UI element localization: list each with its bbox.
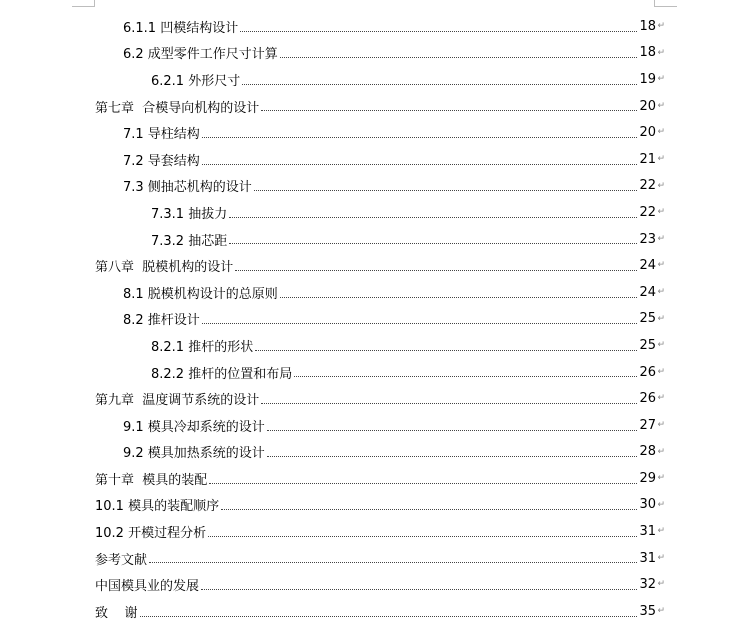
toc-dot-leader [208, 527, 637, 537]
toc-page-number: 23 [639, 231, 656, 247]
paragraph-mark-icon: ↵ [657, 499, 665, 510]
page-corner-mark-right [654, 0, 677, 7]
toc-entry[interactable] [0, 226, 729, 253]
paragraph-mark-icon: ↵ [657, 526, 665, 537]
toc-page-number: 24 [639, 258, 656, 274]
toc-dot-leader [280, 288, 637, 298]
toc-entry-title: 9.2 模具加热系统的设计 [123, 446, 265, 462]
toc-entry-title: 10.2 开模过程分析 [95, 526, 207, 542]
toc-dot-leader [202, 128, 637, 138]
toc-dot-leader [140, 607, 637, 617]
toc-dot-leader [202, 314, 637, 324]
toc-entry[interactable] [0, 279, 729, 306]
paragraph-mark-icon: ↵ [657, 260, 665, 271]
page-corner-mark-left [72, 0, 95, 7]
toc-entry-title: 第九章 温度调节系统的设计 [95, 393, 260, 409]
toc-page-number: 26 [639, 364, 656, 380]
toc-entry[interactable] [0, 359, 729, 386]
toc-entry[interactable] [0, 93, 729, 120]
toc-page-number: 18 [639, 18, 656, 34]
toc-page-number: 35 [639, 603, 656, 619]
paragraph-mark-icon: ↵ [657, 180, 665, 191]
toc-page-number: 30 [639, 497, 656, 513]
paragraph-mark-icon: ↵ [657, 153, 665, 164]
toc-page-number: 18 [639, 45, 656, 61]
toc-dot-leader [240, 22, 637, 32]
toc-entry-title: 6.2 成型零件工作尺寸计算 [123, 47, 278, 63]
paragraph-mark-icon: ↵ [657, 21, 665, 31]
toc-dot-leader [294, 367, 637, 377]
toc-page-number: 31 [639, 550, 656, 566]
toc-dot-leader [267, 421, 637, 431]
toc-entry-title: 7.3.1 抽拔力 [151, 206, 228, 222]
toc-dot-leader [242, 75, 637, 85]
toc-page-number: 24 [639, 284, 656, 300]
toc-page-number: 28 [639, 444, 656, 460]
paragraph-mark-icon: ↵ [657, 606, 665, 617]
toc-page-number: 32 [639, 577, 656, 593]
toc-page-number: 27 [639, 417, 656, 433]
toc-page-number: 21 [639, 151, 656, 167]
toc-entry[interactable] [0, 252, 729, 279]
paragraph-mark-icon: ↵ [657, 127, 665, 138]
toc-dot-leader [255, 341, 637, 351]
paragraph-mark-icon: ↵ [657, 473, 665, 484]
toc-entry-title: 8.2 推杆设计 [123, 313, 200, 329]
toc-page-number: 31 [639, 524, 656, 540]
toc-entry-title: 第八章 脱模机构的设计 [95, 260, 234, 276]
paragraph-mark-icon: ↵ [657, 286, 665, 297]
toc-page-number: 22 [639, 178, 656, 194]
toc-entry[interactable] [0, 412, 729, 439]
toc-entry[interactable] [0, 119, 729, 146]
toc-dot-leader [261, 101, 637, 111]
toc-dot-leader [201, 580, 637, 590]
toc-entry[interactable] [0, 13, 729, 40]
toc-entry[interactable] [0, 306, 729, 333]
toc-entry[interactable] [0, 545, 729, 572]
toc-entry[interactable] [0, 518, 729, 545]
toc-entry-title: 6.1.1 凹模结构设计 [123, 20, 239, 36]
paragraph-mark-icon: ↵ [657, 393, 665, 404]
toc-entry[interactable] [0, 40, 729, 67]
toc-entry[interactable] [0, 199, 729, 226]
toc-page-number: 26 [639, 391, 656, 407]
toc-dot-leader [261, 394, 637, 404]
toc-entry-title: 第十章 模具的装配 [95, 472, 208, 488]
toc-entry-title: 6.2.1 外形尺寸 [151, 73, 241, 89]
table-of-contents [0, 13, 729, 625]
paragraph-mark-icon: ↵ [657, 100, 665, 111]
toc-entry[interactable] [0, 439, 729, 466]
paragraph-mark-icon: ↵ [657, 366, 665, 377]
toc-page-number: 25 [639, 337, 656, 353]
paragraph-mark-icon: ↵ [657, 74, 665, 85]
toc-entry-title: 8.1 脱模机构设计的总原则 [123, 286, 278, 302]
toc-dot-leader [202, 155, 637, 165]
toc-entry-title: 8.2.2 推杆的位置和布局 [151, 366, 293, 382]
toc-entry[interactable] [0, 66, 729, 93]
toc-dot-leader [229, 208, 637, 218]
toc-entry[interactable] [0, 173, 729, 200]
toc-entry-title: 中国模具业的发展 [95, 579, 200, 595]
toc-entry-title: 7.3 侧抽芯机构的设计 [123, 180, 252, 196]
toc-entry[interactable] [0, 385, 729, 412]
toc-dot-leader [229, 234, 637, 244]
toc-dot-leader [209, 474, 637, 484]
toc-entry-title: 致 谢 [95, 605, 138, 621]
toc-entry-title: 7.1 导柱结构 [123, 127, 200, 143]
toc-entry-title: 9.1 模具冷却系统的设计 [123, 419, 265, 435]
toc-dot-leader [254, 181, 637, 191]
paragraph-mark-icon: ↵ [657, 552, 665, 563]
paragraph-mark-icon: ↵ [657, 233, 665, 244]
paragraph-mark-icon: ↵ [657, 446, 665, 457]
toc-dot-leader [267, 447, 637, 457]
toc-entry-title: 10.1 模具的装配顺序 [95, 499, 220, 515]
toc-dot-leader [280, 48, 637, 58]
paragraph-mark-icon: ↵ [657, 419, 665, 430]
toc-entry-title: 7.2 导套结构 [123, 153, 200, 169]
toc-page-number: 20 [639, 125, 656, 141]
toc-entry-title: 第七章 合模导向机构的设计 [95, 100, 260, 116]
toc-dot-leader [235, 261, 637, 271]
toc-entry[interactable] [0, 332, 729, 359]
toc-page-number: 20 [639, 98, 656, 114]
toc-entry[interactable] [0, 598, 729, 625]
toc-entry[interactable] [0, 571, 729, 598]
toc-page-number: 29 [639, 470, 656, 486]
toc-page-number: 25 [639, 311, 656, 327]
toc-page-number: 19 [639, 71, 656, 87]
toc-entry[interactable] [0, 465, 729, 492]
toc-dot-leader [149, 553, 637, 563]
paragraph-mark-icon: ↵ [657, 579, 665, 590]
paragraph-mark-icon: ↵ [657, 340, 665, 351]
toc-entry-title: 参考文献 [95, 552, 148, 568]
toc-entry[interactable] [0, 146, 729, 173]
paragraph-mark-icon: ↵ [657, 207, 665, 218]
paragraph-mark-icon: ↵ [657, 47, 665, 58]
toc-entry-title: 8.2.1 推杆的形状 [151, 339, 254, 355]
toc-page-number: 22 [639, 204, 656, 220]
toc-entry-title: 7.3.2 抽芯距 [151, 233, 228, 249]
toc-dot-leader [221, 500, 637, 510]
toc-entry[interactable] [0, 492, 729, 519]
paragraph-mark-icon: ↵ [657, 313, 665, 324]
